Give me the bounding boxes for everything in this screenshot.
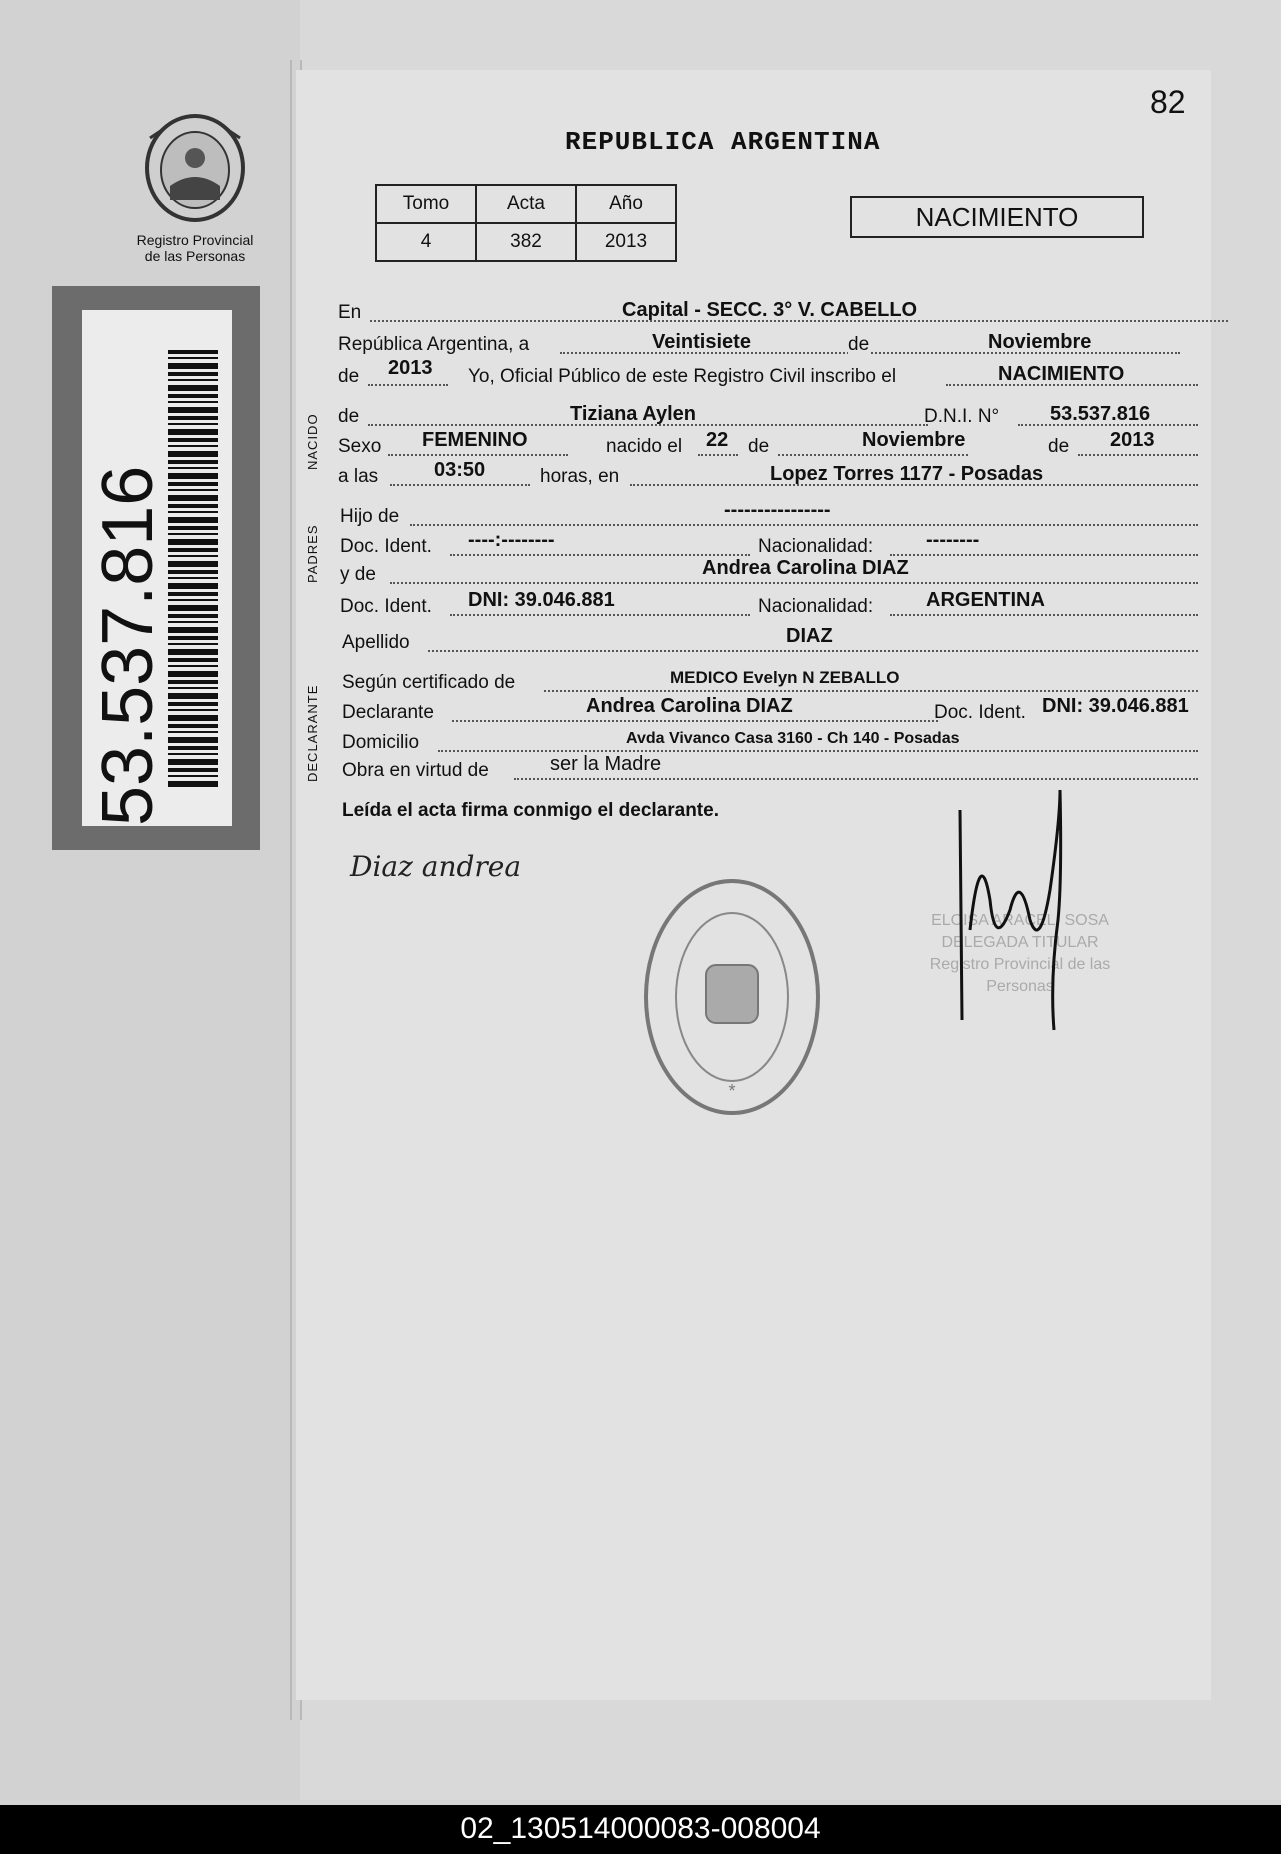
dotted-line (368, 384, 448, 386)
officer-registry: Registro Provincial de las Personas (929, 956, 1111, 995)
row-segun (338, 668, 1198, 696)
value-dni: 53.537.816 (1050, 403, 1151, 425)
label-nombre: de (338, 406, 360, 427)
row-domicilio (338, 728, 1198, 756)
label-doc1: Doc. Ident. (340, 536, 432, 557)
dotted-line (1078, 454, 1198, 456)
label-republica: República Argentina, a (338, 334, 530, 355)
side-label-padres: PADRES (305, 524, 320, 583)
barcode-inner (82, 310, 232, 826)
margin-divider (290, 60, 292, 1720)
label-alas: a las (338, 466, 379, 487)
delegation-seal-icon (640, 875, 825, 1120)
label-obra: Obra en virtud de (342, 760, 489, 781)
label-nacido-de: de (748, 436, 770, 457)
dotted-line (452, 720, 938, 722)
value-doc1: ----:-------- (468, 529, 555, 551)
value-declarante: Andrea Carolina DIAZ (586, 695, 793, 717)
label-apellido: Apellido (342, 632, 410, 653)
dotted-line (450, 614, 750, 616)
value-inscribo: NACIMIENTO (998, 363, 1125, 385)
dotted-line (390, 484, 530, 486)
value-anio: 2013 (388, 357, 433, 379)
value-dia: Veintisiete (652, 331, 751, 353)
dotted-line (890, 614, 1198, 616)
row-anio (338, 357, 1198, 390)
row-nombre (338, 402, 1198, 430)
barcode-number: 53.537.816 (88, 465, 168, 826)
dotted-line (428, 650, 1198, 652)
label-doc3: Doc. Ident. (934, 702, 1026, 723)
label-declarante: Declarante (342, 702, 434, 723)
side-label-nacido: NACIDO (305, 413, 320, 470)
row-madre (338, 557, 1198, 588)
dotted-line (388, 454, 568, 456)
label-en: En (338, 302, 362, 323)
value-nac2: ARGENTINA (926, 589, 1045, 611)
label-hijo: Hijo de (340, 506, 400, 527)
closing-text: Leída el acta firma conmigo el declarante. (342, 800, 719, 821)
label-nacido-de2: de (1048, 436, 1070, 457)
logo-caption-line1: Registro Provincial (136, 232, 254, 248)
value-nacido-anio: 2013 (1110, 429, 1155, 451)
value-obra: ser la Madre (550, 753, 662, 775)
provincial-emblem-icon (130, 108, 260, 228)
value-lugar: Lopez Torres 1177 - Posadas (770, 463, 1044, 485)
row-sexo (338, 429, 1198, 460)
page-number: 82 (1150, 84, 1186, 120)
document-title: REPUBLICA ARGENTINA (565, 127, 881, 157)
record-type-box: NACIMIENTO (850, 196, 1144, 238)
label-sexo: Sexo (338, 436, 382, 457)
value-segun: MEDICO Evelyn N ZEBALLO (670, 668, 900, 687)
label-de-anio: de (338, 366, 360, 387)
label-nac2: Nacionalidad: (758, 596, 874, 617)
registry-table (375, 184, 677, 262)
dotted-line (890, 554, 1198, 556)
label-horas: horas, en (540, 466, 620, 487)
row-hijo (338, 499, 1198, 530)
barcode-label (52, 286, 260, 850)
value-nombre: Tiziana Aylen (570, 403, 696, 425)
value-nac1: -------- (926, 529, 980, 551)
header-acta: Acta (476, 185, 576, 223)
officer-role: DELEGADA TITULAR (941, 934, 1099, 951)
row-fecha (338, 330, 1198, 358)
header-tomo: Tomo (376, 185, 476, 223)
row-hora (338, 459, 1198, 490)
declarant-signature: Diaz andrea (350, 850, 522, 883)
dotted-line (390, 582, 1198, 584)
label-domicilio: Domicilio (342, 732, 420, 753)
label-yde: y de (340, 564, 376, 585)
row-en (338, 298, 1198, 326)
value-madre: Andrea Carolina DIAZ (702, 557, 909, 579)
value-hora: 03:50 (434, 459, 486, 481)
value-doc3: DNI: 39.046.881 (1042, 695, 1189, 717)
row-doc2 (338, 589, 1198, 620)
dotted-line (544, 690, 1198, 692)
value-acta: 382 (476, 223, 576, 261)
left-margin-strip (0, 0, 300, 1800)
value-nacido-mes: Noviembre (862, 429, 966, 451)
row-apellido (338, 625, 1198, 656)
value-apellido: DIAZ (786, 625, 833, 647)
label-nac1: Nacionalidad: (758, 536, 874, 557)
label-dni: D.N.I. N° (924, 406, 1000, 427)
label-nacido: nacido el (606, 436, 683, 457)
header-anio: Año (576, 185, 676, 223)
barcode-bars-icon (168, 350, 218, 790)
value-anio: 2013 (576, 223, 676, 261)
document-id-bar: 02_130514000083-008004 (0, 1805, 1281, 1854)
value-nacido-dia: 22 (706, 429, 729, 451)
dotted-line (778, 454, 968, 456)
logo-caption (120, 232, 270, 264)
value-sexo: FEMENINO (422, 429, 528, 451)
value-tomo: 4 (376, 223, 476, 261)
row-doc1 (338, 529, 1198, 560)
value-hijo: ---------------- (724, 499, 831, 521)
dotted-line (410, 524, 1198, 526)
officer-signature-icon (950, 780, 1090, 1040)
svg-text:*: * (728, 1081, 736, 1101)
value-mes: Noviembre (988, 331, 1092, 353)
officer-name: ELOISA ARACELI SOSA (931, 912, 1109, 929)
logo-caption-line2: de las Personas (144, 248, 246, 264)
side-label-declarante: DECLARANTE (305, 684, 320, 782)
label-oficial: Yo, Oficial Público de este Registro Civil inscribo el (468, 366, 897, 387)
dotted-line (438, 750, 1198, 752)
row-declarante (338, 695, 1198, 726)
label-doc2: Doc. Ident. (340, 596, 432, 617)
value-en: Capital - SECC. 3° V. CABELLO (622, 299, 918, 321)
value-domicilio: Avda Vivanco Casa 3160 - Ch 140 - Posadas (626, 730, 960, 747)
dotted-line (450, 554, 750, 556)
label-segun: Según certificado de (342, 672, 516, 693)
dotted-line (514, 778, 1198, 780)
dotted-line (698, 454, 738, 456)
label-de: de (848, 334, 870, 355)
value-doc2: DNI: 39.046.881 (468, 589, 615, 611)
